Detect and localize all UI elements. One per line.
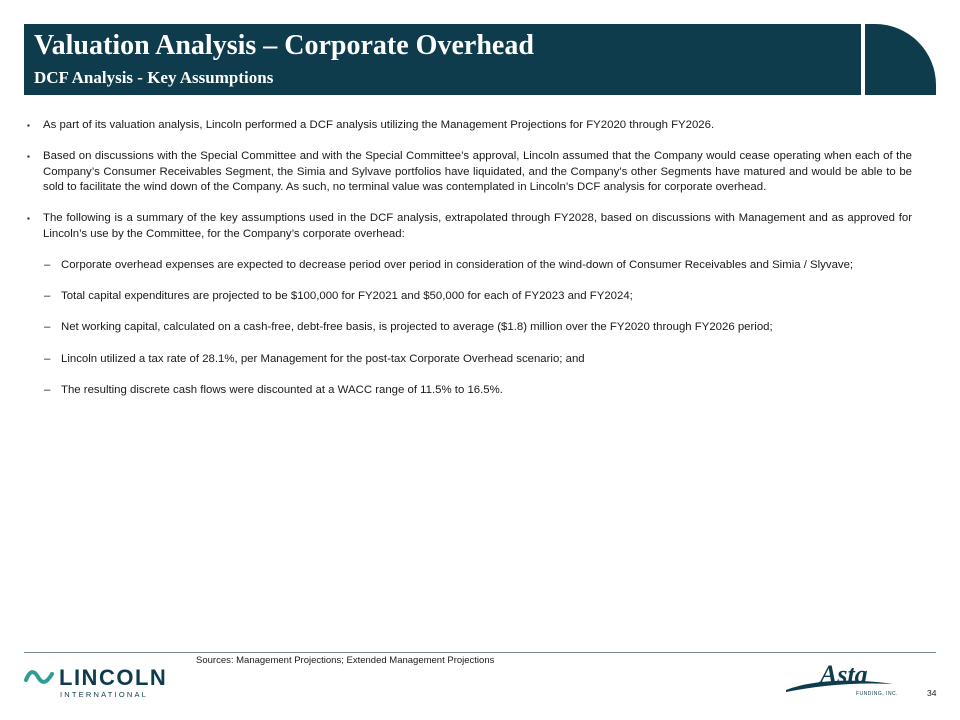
bullet-text: Based on discussions with the Special Committee and with the Special Committee’s approval, Lincoln assumed that the Company would cease operating when each of the Company’s Consumer Receivables Segment, the Simia and Sylvave portfolios have liquidated, and the Company’s other Segments have matured and would be able to be sold to facilitate the wind down of the Company. As such, no terminal value was contemplated in Lincoln’s DCF analysis for corporate overhead. xyxy=(43,149,912,194)
lincoln-wave-icon xyxy=(24,668,54,686)
dash-bullet-icon: – xyxy=(44,290,51,303)
bullet-item xyxy=(24,211,912,243)
sub-bullet-item xyxy=(24,320,912,336)
sub-bullet-item xyxy=(24,289,912,305)
sub-bullet-text: Corporate overhead expenses are expected to decrease period over period in consideration of the wind-down of Consumer Receivables and Simia / Slyvave; xyxy=(61,258,854,271)
sub-bullet-item xyxy=(24,383,912,399)
page-subtitle: DCF Analysis - Key Assumptions xyxy=(34,68,274,87)
page-number: 34 xyxy=(927,688,937,698)
sub-bullet-item xyxy=(24,258,912,274)
footer-divider xyxy=(24,652,936,653)
square-bullet-icon: ▪ xyxy=(27,151,30,161)
dash-bullet-icon: – xyxy=(44,383,51,396)
lincoln-subtitle: INTERNATIONAL xyxy=(60,690,149,699)
dash-bullet-icon: – xyxy=(44,352,51,365)
bullet-item xyxy=(24,118,912,134)
sub-bullet-text: Net working capital, calculated on a cash-free, debt-free basis, is projected to average ($1.8) million over the FY2020 through FY2026 period; xyxy=(61,321,773,334)
body-content xyxy=(24,118,912,414)
sub-bullet-text: The resulting discrete cash flows were discounted at a WACC range of 11.5% to 16.5%. xyxy=(61,383,503,396)
square-bullet-icon: ▪ xyxy=(27,214,30,224)
bullet-text: As part of its valuation analysis, Lincoln performed a DCF analysis utilizing the Management Projections for FY2020 through FY2026. xyxy=(43,119,715,131)
corner-decoration xyxy=(865,24,936,95)
page-title: Valuation Analysis – Corporate Overhead xyxy=(34,30,534,61)
square-bullet-icon: ▪ xyxy=(27,121,30,130)
lincoln-wordmark: LINCOLN xyxy=(59,665,168,690)
dash-bullet-icon: – xyxy=(44,258,51,271)
sources-note: Sources: Management Projections; Extended Management Projections xyxy=(196,655,495,666)
bullet-text: The following is a summary of the key assumptions used in the DCF analysis, extrapolated through FY2028, based on discussions with Management and as approved for Lincoln’s use by the Committee, for the Company’s corporate overhead: xyxy=(43,212,912,240)
asta-subtitle: FUNDING, INC. xyxy=(856,691,899,697)
sub-bullet-item xyxy=(24,352,912,368)
sub-bullet-text: Total capital expenditures are projected to be $100,000 for FY2021 and $50,000 for each of FY2023 and FY2024; xyxy=(61,290,633,303)
asta-logo xyxy=(782,660,902,704)
title-banner xyxy=(24,24,861,95)
sub-bullet-text: Lincoln utilized a tax rate of 28.1%, per Management for the post-tax Corporate Overhead scenario; and xyxy=(61,352,585,365)
lincoln-logo xyxy=(24,665,174,705)
dash-bullet-icon: – xyxy=(44,321,51,334)
bullet-item xyxy=(24,149,912,196)
asta-wordmark: Asta xyxy=(820,660,868,689)
